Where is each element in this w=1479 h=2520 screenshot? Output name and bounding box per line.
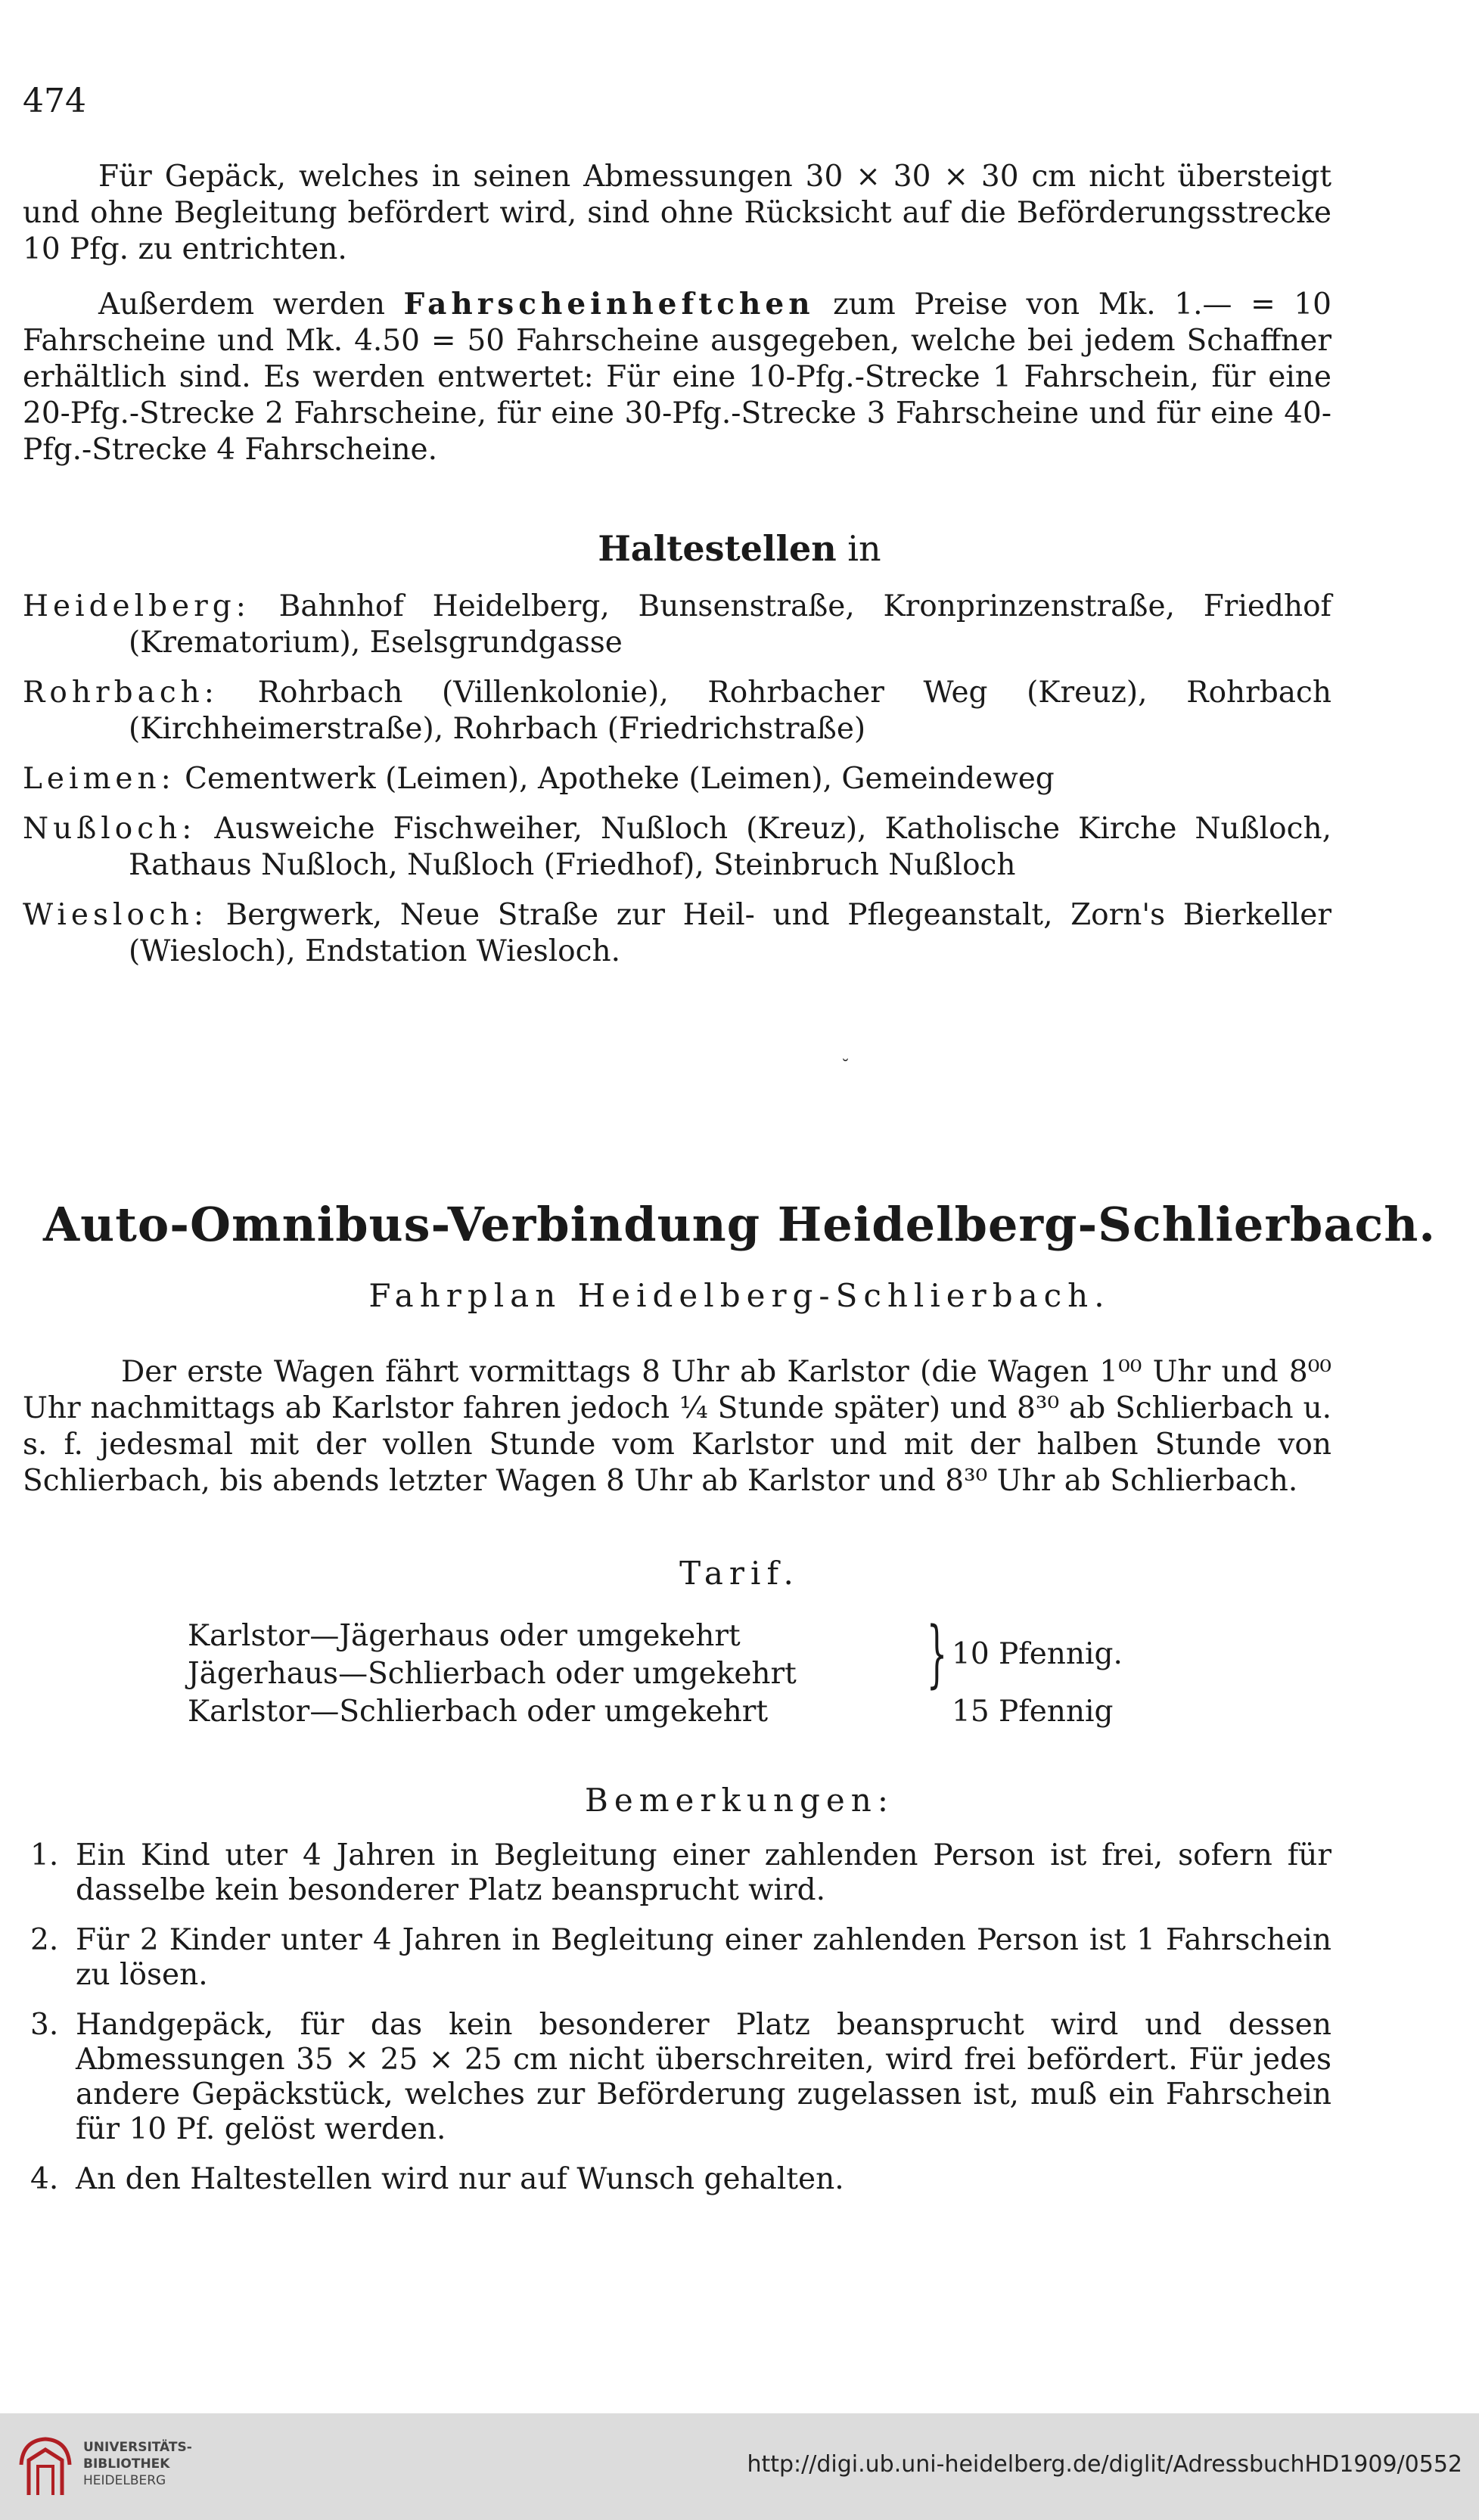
tarif-row: Jägerhaus—Schlierbach oder umgekehrt: [188, 1657, 797, 1691]
page-number: 474: [23, 82, 86, 120]
library-name-line: HEIDELBERG: [83, 2473, 166, 2488]
stop-places: Ausweiche Fischweiher, Nußloch (Kreuz), Katholische Kirche Nußloch, Rathaus Nußloch, Nußloch (Friedhof), Steinbruch Nußloch: [129, 812, 1331, 882]
paragraph-text: Außerdem werden: [98, 287, 404, 322]
remark-item: [23, 2008, 1331, 2147]
library-name-line: BIBLIOTHEK: [83, 2456, 170, 2472]
stop-town: Leimen:: [23, 762, 176, 796]
paragraph-text: zum Preise von Mk. 1.— = 10 Fahrscheine und Mk. 4.50 = 50 Fahrscheine ausgegeben, welche bei jedem Schaffner erhältlich sind. Es werden entwertet: Für eine 10-Pfg.-Strecke 1 Fahrschein, für eine 20-Pfg.-Strecke 2 Fahrscheine, für eine 30-Pfg.-Strecke 3 Fahrscheine und für eine 40-Pfg.-Strecke 4 Fahrscheine.: [23, 287, 1331, 467]
tarif-row: Karlstor—Jägerhaus oder umgekehrt: [188, 1619, 741, 1653]
stop-entry-heidelberg: [23, 589, 1331, 661]
stop-entry-wiesloch: [23, 897, 1331, 970]
stop-town: Heidelberg:: [23, 589, 250, 623]
stop-places: Rohrbach (Villenkolonie), Rohrbacher Weg (Kreuz), Rohrbach (Kirchheimerstraße), Rohrbach (Friedrichstraße): [129, 676, 1331, 746]
stop-entry-leimen: [23, 761, 1331, 797]
remark-number: 2.: [30, 1923, 59, 1957]
stop-entry-rohrbach: [23, 675, 1331, 747]
tarif-row: Karlstor—Schlierbach oder umgekehrt: [188, 1695, 769, 1729]
tarif-price: 10 Pfennig.: [952, 1637, 1123, 1671]
remark-text: Handgepäck, für das kein besonderer Platz beansprucht wird und dessen Abmessungen 35 × 25 × 25 cm nicht überschreiten, wird frei befördert. Für jedes andere Gepäckstück, welches zur Beförderung zugelassen ist, muß ein Fahrschein für 10 Pf. gelöst werden.: [76, 2008, 1331, 2146]
print-mark-icon: ˘: [841, 1058, 850, 1077]
remarks-list: [23, 1838, 1331, 2212]
stop-town: Wiesloch:: [23, 898, 209, 932]
stops-list: [23, 589, 1331, 983]
library-logo-icon: [15, 2435, 76, 2500]
stop-places: Cementwerk (Leimen), Apotheke (Leimen), Gemeindeweg: [175, 762, 1055, 796]
timetable-title: Fahrplan Heidelberg-Schlierbach.: [368, 1277, 1111, 1314]
library-name: [83, 2439, 192, 2489]
remark-text: An den Haltestellen wird nur auf Wunsch gehalten.: [76, 2162, 844, 2196]
stop-places: Bergwerk, Neue Straße zur Heil- und Pflegeanstalt, Zorn's Bierkeller (Wiesloch), Endstation Wiesloch.: [129, 898, 1331, 968]
stop-town: Rohrbach:: [23, 676, 219, 710]
stop-places: Bahnhof Heidelberg, Bunsenstraße, Kronprinzenstraße, Friedhof (Krematorium), Eselsgrundgasse: [129, 589, 1331, 660]
stops-heading-rest: in: [836, 528, 881, 569]
library-name-line: UNIVERSITÄTS-: [83, 2440, 192, 2455]
remark-number: 3.: [30, 2008, 59, 2042]
tarif-price: 15 Pfennig: [952, 1695, 1114, 1729]
remark-item: [23, 1923, 1331, 1993]
remark-number: 4.: [30, 2162, 59, 2196]
ticket-booklet-paragraph: [23, 286, 1331, 468]
library-footer: [0, 2413, 1479, 2520]
luggage-paragraph: Für Gepäck, welches in seinen Abmessungen 30 × 30 × 30 cm nicht übersteigt und ohne Begleitung befördert wird, sind ohne Rücksicht auf die Beförderungsstrecke 10 Pfg. zu entrichten.: [23, 160, 1331, 266]
remark-number: 1.: [30, 1838, 59, 1872]
timetable-paragraph: Der erste Wagen fährt vormittags 8 Uhr ab Karlstor (die Wagen 1⁰⁰ Uhr und 8⁰⁰ Uhr nachmittags ab Karlstor fahren jedoch ¼ Stunde später) und 8³⁰ ab Schlierbach u. s. f. jedesmal mit der vollen Stunde vom Karlstor und mit der halben Stunde von Schlierbach, bis abends letzter Wagen 8 Uhr ab Karlstor und 8³⁰ Uhr ab Schlierbach.: [23, 1355, 1331, 1498]
stop-town: Nußloch:: [23, 812, 197, 846]
tarif-table: [188, 1611, 1171, 1740]
stops-heading-bold: Haltestellen: [598, 528, 837, 569]
remarks-title: Bemerkungen:: [585, 1782, 894, 1819]
remark-text: Für 2 Kinder unter 4 Jahren in Begleitung einer zahlenden Person ist 1 Fahrschein zu lösen.: [76, 1923, 1331, 1992]
emphasized-term: Fahrscheinheftchen: [403, 287, 815, 322]
stop-entry-nussloch: [23, 811, 1331, 884]
remark-text: Ein Kind uter 4 Jahren in Begleitung einer zahlenden Person ist frei, sofern für dasselbe kein besonderer Platz beansprucht wird.: [76, 1838, 1331, 1907]
remark-item: [23, 1838, 1331, 1908]
brace-icon: }: [926, 1611, 948, 1696]
tarif-title: Tarif.: [679, 1555, 800, 1592]
section-title: Auto-Omnibus-Verbindung Heidelberg-Schlierbach.: [43, 1197, 1436, 1252]
stops-heading: [0, 528, 1479, 569]
remark-item: [23, 2162, 1331, 2197]
source-url-link[interactable]: http://digi.ub.uni-heidelberg.de/diglit/AdressbuchHD1909/0552: [747, 2451, 1462, 2478]
